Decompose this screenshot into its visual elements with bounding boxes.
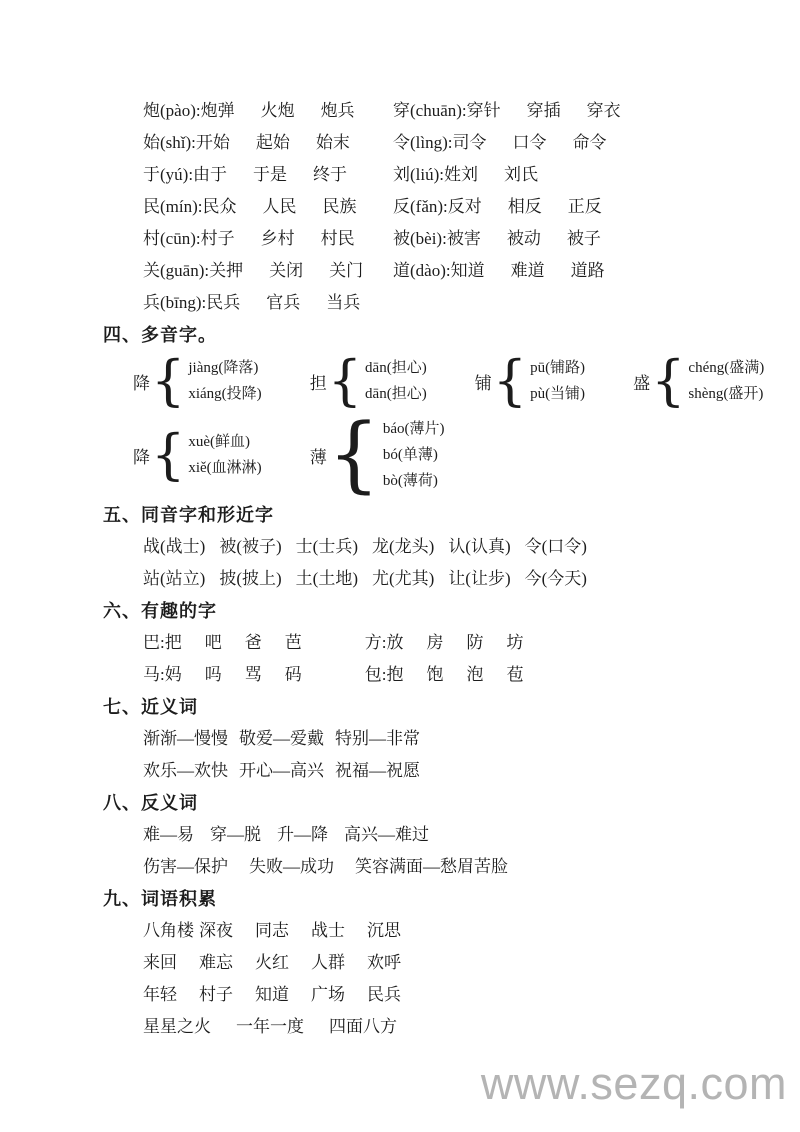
character: 芭: [284, 633, 302, 652]
ciyu-row: [143, 915, 800, 947]
entry-words: [448, 191, 628, 223]
word-row: [143, 95, 800, 127]
duoyinzi-group: [474, 349, 586, 412]
group-readings: [688, 355, 764, 407]
word-entry: [143, 191, 393, 223]
word: 姓刘: [444, 165, 478, 184]
word-entry: [143, 287, 393, 319]
word: 深夜: [199, 921, 233, 940]
word: 由于: [193, 165, 228, 184]
synonym-pair: 开心—高兴: [239, 761, 324, 780]
family-words: [386, 659, 546, 691]
word: 民族: [322, 197, 357, 216]
antonym-pair: 失败—成功: [249, 857, 334, 876]
word: 今(今天): [524, 569, 587, 588]
word-row: [143, 159, 800, 191]
word-row: [143, 191, 800, 223]
entry-words: [201, 95, 381, 127]
entry-head: 反(fǎn):: [393, 197, 448, 216]
entry-head: 兵(bīng):: [143, 293, 207, 312]
synonym-pair: 特别—非常: [335, 729, 420, 748]
word: 一年一度: [236, 1017, 304, 1036]
duoyinzi-group: [309, 407, 445, 502]
word: 关闭: [269, 261, 304, 280]
group-readings: [188, 355, 261, 407]
word: 民众: [202, 197, 237, 216]
character: 坊: [506, 633, 524, 652]
word: 正反: [567, 197, 602, 216]
word: 难忘: [199, 953, 233, 972]
duoyinzi-group: [133, 349, 262, 412]
section-heading-fanyici: 八、反义词: [103, 793, 198, 813]
group-character: 盛: [633, 373, 651, 393]
word-entry: [143, 159, 393, 191]
youqu-section: [103, 595, 800, 691]
word: 八角楼: [143, 921, 194, 940]
word: 乡村: [260, 229, 295, 248]
group-readings: [383, 416, 445, 494]
word: 穿针: [466, 101, 501, 120]
synonym-pair: 祝福—祝愿: [335, 761, 420, 780]
entry-words: [206, 287, 386, 319]
word: 村民: [320, 229, 355, 248]
word: 村子: [200, 229, 235, 248]
brace-icon: {: [151, 349, 186, 412]
group-character: 降: [133, 447, 150, 467]
word: 欢呼: [367, 953, 401, 972]
section-heading-jinyici: 七、近义词: [103, 697, 198, 717]
duoyinzi-group: [133, 423, 262, 486]
reading: bò(薄荷): [382, 473, 438, 489]
word: 口令: [512, 133, 547, 152]
word-entry: [393, 255, 631, 287]
word: 道路: [570, 261, 605, 280]
word-entry: [143, 95, 393, 127]
family-head: 包:: [364, 665, 387, 684]
word: 来回: [143, 953, 177, 972]
reading: dān(担心): [365, 360, 427, 376]
word: 始末: [315, 133, 350, 152]
group-readings: [365, 355, 427, 407]
character: 房: [426, 633, 444, 652]
character: 妈: [164, 665, 182, 684]
reading: shèng(盛开): [688, 386, 764, 402]
character: 爸: [244, 633, 262, 652]
character: 把: [164, 633, 182, 652]
brace-icon: {: [492, 349, 528, 412]
entry-head: 炮(pào):: [143, 101, 201, 120]
reading: báo(薄片): [382, 421, 445, 437]
character-family: [365, 627, 547, 659]
family-words: [386, 627, 546, 659]
character-family: [365, 659, 547, 691]
section-heading-ciyu: 九、词语积累: [103, 889, 217, 909]
reading: pū(铺路): [530, 360, 586, 376]
entry-head: 被(bèi):: [393, 229, 447, 248]
word: 难道: [510, 261, 545, 280]
group-character: 薄: [309, 447, 327, 467]
word: 开始: [195, 133, 230, 152]
word: 战士: [311, 921, 345, 940]
word-entry: [143, 255, 393, 287]
section-heading-tongyinzi: 五、同音字和形近字: [103, 505, 274, 525]
word: 火红: [255, 953, 289, 972]
word: 人民: [262, 197, 297, 216]
reading: dān(担心): [365, 386, 427, 402]
word: 战(战士): [143, 537, 206, 556]
word: 广场: [311, 985, 345, 1004]
reading: pù(当铺): [530, 386, 586, 402]
word: 年轻: [143, 985, 177, 1004]
group-readings: [530, 355, 585, 407]
synonym-pair: 敬爱—爱戴: [239, 729, 324, 748]
duoyinzi-row: [133, 351, 800, 411]
word-entry: [393, 127, 633, 159]
word: 站(站立): [143, 569, 206, 588]
character: 放: [386, 633, 404, 652]
word-entry: [393, 95, 647, 127]
tongyinzi-row: [143, 531, 800, 563]
word: 民兵: [367, 985, 401, 1004]
reading: xuè(鲜血): [188, 434, 251, 450]
word: 被子: [566, 229, 601, 248]
word: 当兵: [326, 293, 361, 312]
entry-words: [196, 127, 376, 159]
ciyu-row: [143, 979, 800, 1011]
character: 防: [466, 633, 484, 652]
word: 终于: [313, 165, 348, 184]
section-heading-youqu: 六、有趣的字: [103, 601, 217, 621]
character: 吗: [204, 665, 222, 684]
duoyinzi-row: [133, 407, 800, 502]
family-words: [165, 659, 325, 691]
entry-words: [193, 159, 373, 191]
entry-words: [203, 191, 383, 223]
entry-head: 道(dào):: [393, 261, 451, 280]
fanyici-section: [103, 787, 800, 883]
word: 炮兵: [320, 101, 355, 120]
youqu-row: [143, 627, 800, 659]
word: 尤(尤其): [371, 569, 435, 588]
word: 土(土地): [295, 569, 358, 588]
word: 被动: [506, 229, 541, 248]
word: 被害: [446, 229, 481, 248]
antonym-pair: 高兴—难过: [344, 825, 429, 844]
word-entry: [393, 159, 564, 191]
entry-words: [453, 127, 633, 159]
word-entry: [143, 127, 393, 159]
entry-words: [451, 255, 631, 287]
family-head: 方:: [364, 633, 387, 652]
character: 吧: [204, 633, 222, 652]
fanyici-row: [143, 819, 800, 851]
word: 村子: [199, 985, 233, 1004]
word-entry: [393, 191, 628, 223]
word: 人群: [311, 953, 345, 972]
brace-icon: {: [327, 349, 363, 412]
section-heading-duoyinzi: 四、多音字。: [103, 325, 217, 345]
word: 让(让步): [448, 569, 511, 588]
antonym-pair: 难—易: [143, 825, 194, 844]
fanyici-row: [143, 851, 800, 883]
entry-head: 村(cūn):: [143, 229, 201, 248]
entry-words: [201, 223, 381, 255]
entry-words: [209, 255, 389, 287]
tongyinzi-row: [143, 563, 800, 595]
entry-head: 穿(chuān):: [393, 101, 467, 120]
word-row: [143, 255, 800, 287]
entry-words: [467, 95, 647, 127]
word: 四面八方: [329, 1017, 397, 1036]
entry-head: 民(mín):: [143, 197, 203, 216]
word: 星星之火: [143, 1017, 211, 1036]
word-row: [143, 223, 800, 255]
character-family: [143, 627, 325, 659]
word: 火炮: [260, 101, 295, 120]
word: 关押: [209, 261, 244, 280]
antonym-pair: 笑容满面—愁眉苦脸: [355, 857, 508, 876]
brace-icon: {: [327, 407, 380, 502]
word: 反对: [447, 197, 482, 216]
word: 令(口令): [524, 537, 587, 556]
word: 相反: [507, 197, 542, 216]
reading: xiáng(投降): [188, 386, 262, 402]
word: 炮弹: [200, 101, 235, 120]
jinyici-section: [103, 691, 800, 787]
word: 知道: [450, 261, 485, 280]
word: 知道: [255, 985, 289, 1004]
antonym-pair: 穿—脱: [210, 825, 261, 844]
family-head: 马:: [143, 665, 165, 684]
entry-head: 关(guān):: [143, 261, 210, 280]
word-entry: [143, 223, 393, 255]
character: 码: [284, 665, 302, 684]
group-character: 降: [133, 373, 150, 393]
ciyu-row: [143, 947, 800, 979]
brace-icon: {: [151, 423, 186, 486]
group-character: 担: [309, 373, 327, 393]
character: 苞: [506, 665, 524, 684]
word: 龙(龙头): [371, 537, 435, 556]
word: 披(披上): [219, 569, 282, 588]
jinyici-row: [143, 723, 800, 755]
antonym-pair: 升—降: [277, 825, 328, 844]
group-readings: [188, 429, 261, 481]
word-row: [143, 127, 800, 159]
synonym-pair: 渐渐—慢慢: [143, 729, 228, 748]
group-character: 铺: [474, 373, 492, 393]
word: 认(认真): [448, 537, 511, 556]
word: 民兵: [206, 293, 241, 312]
word: 官兵: [266, 293, 301, 312]
word: 命令: [572, 133, 607, 152]
youqu-row: [143, 659, 800, 691]
duoyinzi-group: [633, 349, 765, 412]
word: 被(被子): [219, 537, 282, 556]
reading: xiě(血淋淋): [188, 460, 262, 476]
word: 起始: [255, 133, 290, 152]
reading: chéng(盛满): [688, 360, 765, 376]
watermark: www.sezq.com: [480, 1058, 787, 1109]
word: 于是: [253, 165, 288, 184]
family-head: 巴:: [143, 633, 165, 652]
character: 骂: [244, 665, 262, 684]
word: 士(士兵): [295, 537, 358, 556]
entry-head: 刘(liú):: [393, 165, 444, 184]
brace-icon: {: [651, 349, 686, 412]
word: 穿插: [526, 101, 561, 120]
jinyici-row: [143, 755, 800, 787]
word: 司令: [452, 133, 487, 152]
entry-words: [444, 159, 564, 191]
reading: jiàng(降落): [188, 360, 259, 376]
word: 穿衣: [586, 101, 621, 120]
ciyu-section: [103, 883, 800, 1043]
ciyu-row: [143, 1011, 800, 1043]
antonym-pair: 伤害—保护: [143, 857, 228, 876]
character-family: [143, 659, 325, 691]
duoyinzi-group: [309, 349, 427, 412]
duoyinzi-section: [103, 319, 800, 502]
character: 饱: [426, 665, 444, 684]
entry-words: [447, 223, 627, 255]
word-pairs-section: [103, 95, 800, 319]
word-entry: [393, 223, 627, 255]
family-words: [165, 627, 325, 659]
word: 刘氏: [504, 165, 538, 184]
word: 沉思: [367, 921, 401, 940]
entry-head: 令(lìng):: [393, 133, 453, 152]
word: 同志: [255, 921, 289, 940]
tongyinzi-section: [103, 499, 800, 595]
word-row: [143, 287, 800, 319]
entry-head: 于(yú):: [143, 165, 194, 184]
character: 抱: [386, 665, 404, 684]
reading: bó(单薄): [382, 447, 438, 463]
character: 泡: [466, 665, 484, 684]
word: 关门: [329, 261, 364, 280]
entry-head: 始(shǐ):: [143, 133, 196, 152]
synonym-pair: 欢乐—欢快: [143, 761, 228, 780]
